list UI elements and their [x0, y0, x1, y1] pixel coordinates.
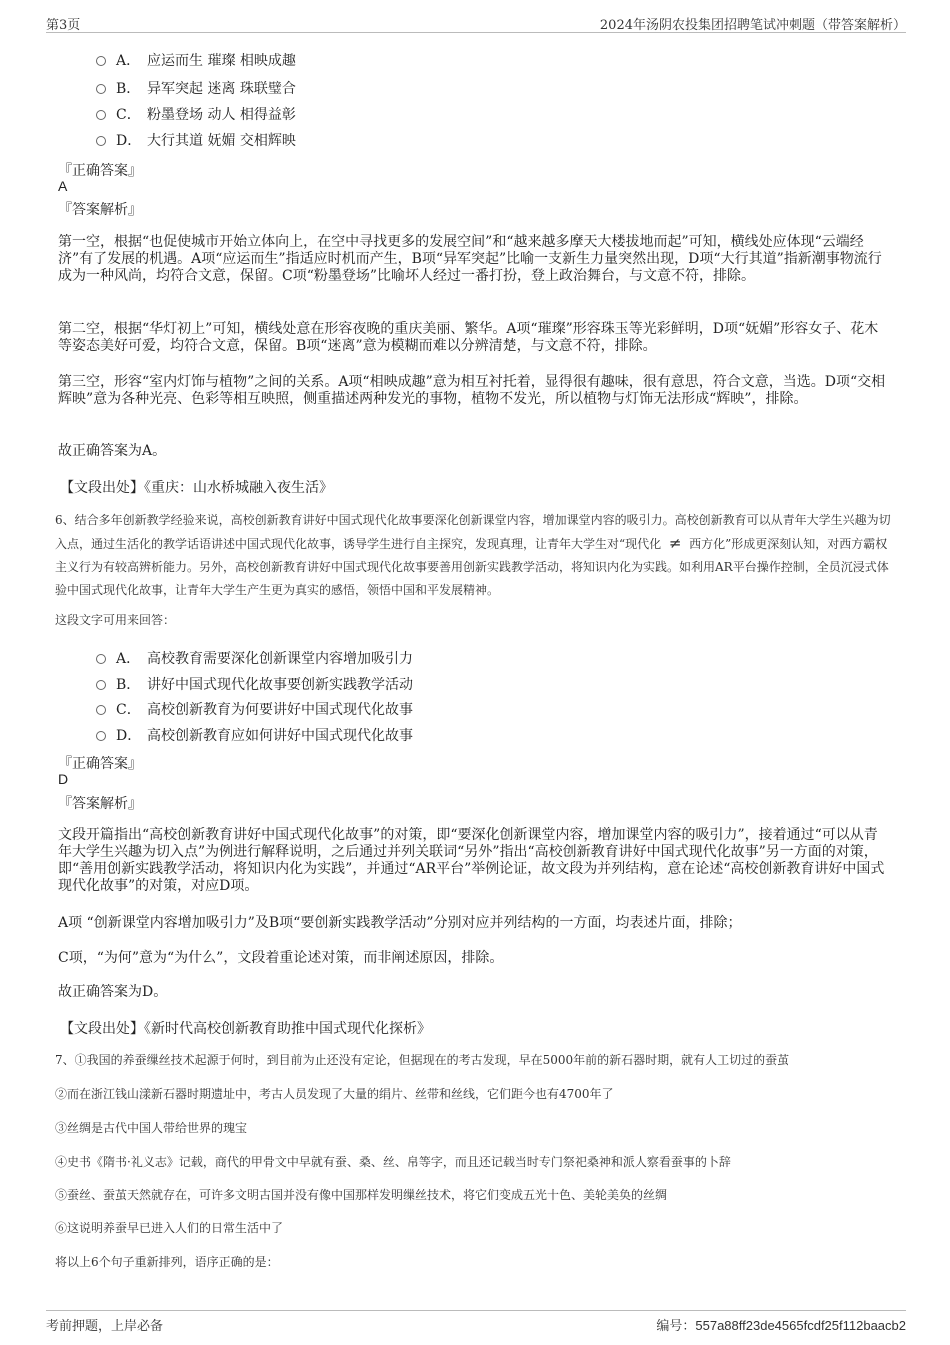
q6-answer: D [58, 771, 69, 787]
q5-option-c[interactable]: C． 粉墨登场 动人 相得益彰 [96, 104, 296, 124]
page-header [46, 10, 906, 33]
q5-option-d[interactable]: D． 大行其道 妩媚 交相辉映 [96, 130, 296, 150]
page-footer [46, 1310, 906, 1335]
radio-icon[interactable] [96, 705, 106, 715]
q5-answer: A [58, 178, 68, 194]
radio-icon[interactable] [96, 84, 106, 94]
radio-icon[interactable] [96, 731, 106, 741]
q6-option-a[interactable]: A． 高校教育需要深化创新课堂内容增加吸引力 [96, 648, 413, 668]
radio-icon[interactable] [96, 56, 106, 66]
q5-analysis-paragraph: 第二空，根据“华灯初上”可知，横线处意在形容夜晚的重庆美丽、繁华。A项“璀璨”形容珠玉等光彩鲜明，D项“妩媚”形容女子、花木等姿态美好可爱，均符合文意，保留。B项“迷离”意为模糊而难以分辨清楚，与文意不符，排除。 [58, 321, 879, 354]
q7-prompt: 将以上6个句子重新排列，语序正确的是： [55, 1255, 279, 1269]
q6-prompt: 这段文字可用来回答： [55, 613, 176, 627]
radio-icon[interactable] [96, 654, 106, 664]
q5-analysis-paragraph: 第三空，形容“室内灯饰与植物”之间的关系。A项“相映成趣”意为相互衬托着，显得很有趣味，很有意思，符合文意，当选。D项“交相辉映”意为各种光亮、色彩等相互映照，侧重描述两种发光的事物，植物不发光，所以植物与灯饰无法形成“辉映”，排除。 [58, 374, 886, 407]
q7-sentence-5: ⑤蚕丝、蚕茧天然就存在，可许多文明古国并没有像中国那样发明缫丝技术，将它们变成五光十色、美轮美奂的丝绸 [55, 1188, 668, 1202]
q6-analysis-paragraph: A项 “创新课堂内容增加吸引力”及B项“要创新实践教学活动”分别对应并列结构的一方面，均表述片面，排除； [58, 915, 742, 931]
q6-option-c[interactable]: C． 高校创新教育为何要讲好中国式现代化故事 [96, 699, 413, 719]
radio-icon[interactable] [96, 136, 106, 146]
q5-option-b[interactable]: B． 异军突起 迷离 珠联璧合 [96, 78, 296, 98]
document-id: 编号：557a88ff23de4565fcdf25f112baacb2 [656, 1318, 906, 1333]
q6-analysis-label: 『答案解析』 [58, 796, 142, 812]
footer-slogan: 考前押题，上岸必备 [46, 1319, 164, 1334]
q6-analysis-paragraph: 文段开篇指出“高校创新教育讲好中国式现代化故事”的对策，即“要深化创新课堂内容，增加课堂内容的吸引力”，接着通过“可以从青年大学生兴趣为切入点”为例进行解释说明，之后通过并列关联词“另外”指出“高校创新教育讲好中国式现代化故事”另一方面的对策，即“善用创新实践教学活动，将知识内化为实践”，并通过“AR平台”举例论证，故文段为并列结构，意在论述“高校创新教育讲好中国式现代化故事”的对策，对应D项。 [58, 827, 885, 894]
q5-conclusion: 故正确答案为A。 [58, 443, 167, 459]
q5-analysis-paragraph: 第一空，根据“也促使城市开始立体向上，在空中寻找更多的发展空间”和“越来越多摩天大楼拔地而起”可知，横线处应体现“云端经济”有了发展的机遇。A项“应运而生”指适应时机而产生，B项“异军突起”比喻一支新生力量突然出现，D项“大行其道”指新潮事物流行成为一种风尚，均符合文意，保留。C项“粉墨登场”比喻坏人经过一番打扮，登上政治舞台，与文意不符，排除。 [58, 234, 882, 284]
q6-source: 【文段出处】《新时代高校创新教育助推中国式现代化探析》 [60, 1021, 431, 1037]
q6-analysis-paragraph: C项，“为何”意为“为什么”，文段着重论述对策，而非阐述原因，排除。 [58, 950, 504, 966]
q7-sentence-4: ④史书《隋书·礼义志》记载，商代的甲骨文中早就有蚕、桑、丝、帛等字，而且还记载当时专门祭祀桑神和派人察看蚕事的卜辞 [55, 1155, 731, 1169]
q6-stem: 6、结合多年创新教学经验来说，高校创新教育讲好中国式现代化故事要深化创新课堂内容，增加课堂内容的吸引力。高校创新教育可以从青年大学生兴趣为切入点，通过生活化的教学话语讲述中国式现代化故事，诱导学生进行自主探究，发现真理，让青年大学生对“现代化 ≠ 西方化”形成更深刻认知，对西方霸权主义行为有较高辨析能力。另外，高校创新教育讲好中国式现代化故事要善用创新实践教学活动，将知识内化为实践。如利用AR平台操作控制，全员沉浸式体验中国式现代化故事，让青年大学生产生更为真实的感悟，领悟中国和平发展精神。 [55, 513, 891, 597]
q7-sentence-6: ⑥这说明养蚕早已进入人们的日常生活中了 [55, 1221, 284, 1235]
radio-icon[interactable] [96, 110, 106, 120]
q7-sentence-2: ②而在浙江钱山漾新石器时期遗址中，考古人员发现了大量的绢片、丝带和丝线，它们距今也有4700年了 [55, 1087, 614, 1101]
q5-analysis-label: 『答案解析』 [58, 202, 142, 218]
radio-icon[interactable] [96, 680, 106, 690]
document-title: 2024年汤阴农投集团招聘笔试冲刺题（带答案解析） [599, 18, 906, 33]
page-number: 第3页 [46, 18, 81, 33]
q6-conclusion: 故正确答案为D。 [58, 984, 168, 1000]
q6-option-b[interactable]: B． 讲好中国式现代化故事要创新实践教学活动 [96, 674, 413, 694]
q5-option-a[interactable]: A． 应运而生 璀璨 相映成趣 [96, 50, 296, 70]
q6-answer-label: 『正确答案』 [58, 756, 142, 772]
q5-source: 【文段出处】《重庆：山水桥城融入夜生活》 [60, 480, 333, 496]
q7-sentence-1: 7、①我国的养蚕缫丝技术起源于何时，到目前为止还没有定论，但据现在的考古发现，早在5000年前的新石器时期，就有人工切过的蚕茧 [55, 1053, 790, 1067]
q6-option-d[interactable]: D． 高校创新教育应如何讲好中国式现代化故事 [96, 725, 413, 745]
q5-answer-label: 『正确答案』 [58, 163, 142, 179]
not-equal-symbol: ≠ [668, 534, 682, 552]
q7-sentence-3: ③丝绸是古代中国人带给世界的瑰宝 [55, 1121, 248, 1135]
